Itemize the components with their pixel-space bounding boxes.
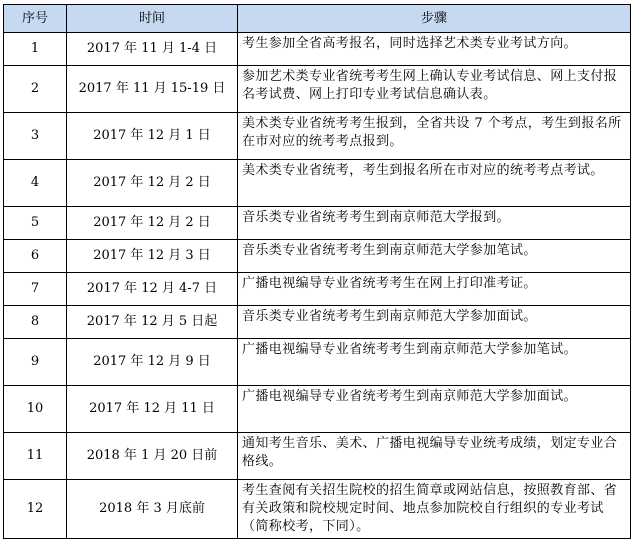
row-step: 通知考生音乐、美术、广播电视编导专业统考成绩，划定专业合格线。 xyxy=(238,433,631,480)
header-step: 步骤 xyxy=(238,5,631,33)
row-time: 2017 年 12 月 3 日 xyxy=(67,240,238,273)
row-time: 2017 年 12 月 11 日 xyxy=(67,386,238,433)
table-row xyxy=(4,339,631,386)
table-row xyxy=(4,240,631,273)
table-row xyxy=(4,386,631,433)
table-row xyxy=(4,306,631,339)
row-time: 2018 年 1 月 20 日前 xyxy=(67,433,238,480)
row-time: 2017 年 11 月 15-19 日 xyxy=(67,66,238,113)
row-number: 9 xyxy=(4,339,67,386)
table-row xyxy=(4,433,631,480)
header-row xyxy=(4,5,631,33)
header-time: 时间 xyxy=(67,5,238,33)
row-step: 音乐类专业省统考考生到南京师范大学参加笔试。 xyxy=(238,240,631,273)
row-number: 12 xyxy=(4,480,67,539)
row-step: 美术类专业省统考考生报到，全省共设 7 个考点，考生到报名所在市对应的统考考点报到。 xyxy=(238,113,631,160)
row-step: 考生参加全省高考报名，同时选择艺术类专业考试方向。 xyxy=(238,33,631,66)
row-time: 2017 年 12 月 2 日 xyxy=(67,207,238,240)
row-time: 2017 年 12 月 9 日 xyxy=(67,339,238,386)
row-time: 2017 年 12 月 1 日 xyxy=(67,113,238,160)
row-step: 参加艺术类专业省统考考生网上确认专业考试信息、网上支付报名考试费、网上打印专业考试信息确认表。 xyxy=(238,66,631,113)
row-number: 7 xyxy=(4,273,67,306)
table-row xyxy=(4,207,631,240)
table-row xyxy=(4,113,631,160)
table-row xyxy=(4,33,631,66)
row-time: 2017 年 11 月 1-4 日 xyxy=(67,33,238,66)
row-number: 11 xyxy=(4,433,67,480)
table-row xyxy=(4,66,631,113)
row-number: 8 xyxy=(4,306,67,339)
row-number: 3 xyxy=(4,113,67,160)
row-number: 1 xyxy=(4,33,67,66)
row-time: 2017 年 12 月 2 日 xyxy=(67,160,238,207)
row-step: 美术类专业省统考，考生到报名所在市对应的统考考点考试。 xyxy=(238,160,631,207)
row-time: 2018 年 3 月底前 xyxy=(67,480,238,539)
row-number: 6 xyxy=(4,240,67,273)
table-row xyxy=(4,273,631,306)
row-step: 音乐类专业省统考考生到南京师范大学参加面试。 xyxy=(238,306,631,339)
schedule-table xyxy=(3,4,631,539)
row-step: 音乐类专业省统考考生到南京师范大学报到。 xyxy=(238,207,631,240)
row-time: 2017 年 12 月 4-7 日 xyxy=(67,273,238,306)
row-number: 10 xyxy=(4,386,67,433)
row-step: 广播电视编导专业省统考考生在网上打印准考证。 xyxy=(238,273,631,306)
row-number: 2 xyxy=(4,66,67,113)
row-number: 4 xyxy=(4,160,67,207)
row-step: 考生查阅有关招生院校的招生简章或网站信息，按照教育部、省有关政策和院校规定时间、地点参加院校自行组织的专业考试（简称校考，下同）。 xyxy=(238,480,631,539)
header-number: 序号 xyxy=(4,5,67,33)
row-step: 广播电视编导专业省统考考生到南京师范大学参加笔试。 xyxy=(238,339,631,386)
table-row xyxy=(4,160,631,207)
row-number: 5 xyxy=(4,207,67,240)
row-time: 2017 年 12 月 5 日起 xyxy=(67,306,238,339)
table-row xyxy=(4,480,631,539)
row-step: 广播电视编导专业省统考考生到南京师范大学参加面试。 xyxy=(238,386,631,433)
